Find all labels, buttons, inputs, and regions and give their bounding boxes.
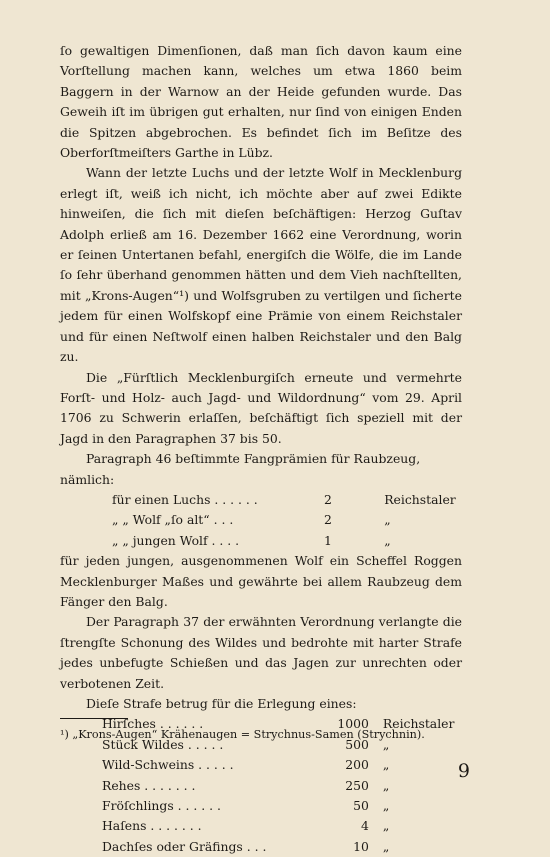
table-row — [60, 837, 462, 857]
paragraph-young-wolf: für jeden jungen, ausgenommenen Wolf ein Scheffel Roggen Mecklenburger Maßes und gewährte bei allem Raubzeug dem Fänger den Balg. — [60, 553, 462, 609]
penalty-unit: „ — [382, 736, 390, 752]
penalty-label: Rehes . . . . . . . — [102, 777, 196, 793]
table-row — [60, 776, 462, 796]
bounty-unit: „ — [384, 532, 391, 548]
penalty-label: Hirſches . . . . . . — [102, 716, 204, 732]
paragraph-bounty-intro: Paragraph 46 beſtimmte Fangprämien für Raubzeug, nämlich: — [60, 451, 421, 487]
footnote-divider — [60, 718, 128, 719]
penalty-unit: „ — [382, 838, 390, 854]
table-row — [60, 510, 462, 530]
table-row — [60, 755, 462, 775]
paragraph-penalty-intro: Dieſe Strafe betrug für die Erlegung eines: — [86, 695, 357, 711]
penalty-label: Dachſes oder Gräfings . . . — [102, 838, 267, 854]
bounty-amount: 2 — [323, 512, 332, 528]
penalty-amount: 200 — [345, 757, 369, 773]
penalty-unit: „ — [382, 777, 390, 793]
penalty-unit: „ — [382, 818, 390, 834]
paragraph-antler: ſo gewaltigen Dimenſionen, daß man ſich davon kaum eine Vorſtellung machen kann, welches um etwa 1860 beim Baggern in der Warnow an der Heide gefunden wurde. Das Geweih iſt im übrigen gut erhalten, nur ſind von einigen Enden die Spitzen abgebrochen. Es befindet ſich im Beſitze des Oberforſtmeiſters Garthe in Lübz. — [60, 43, 462, 161]
paragraph-wolf-edicts: Wann der letzte Luchs und der letzte Wolf in Mecklenburg erlegt iſt, weiß ich nicht, ich möchte aber auf zwei Edikte hinweiſen, die ſich mit dieſen beſchäftigen: Herzog Guſtav Adolph erließ am 16. Dezember 1662 eine Verordnung, worin er ſeinen Untertanen befahl, energiſch die Wölfe, die im Lande ſo ſehr überhand genommen hätten und dem Vieh nachſtellten, mit „Krons-Augen“¹) und Wolfsgruben zu vertilgen und ſicherte jedem für einen Wolfskopf eine Prämie von einem Reichstaler und für einen Neſtwolf einen halben Reichstaler und den Balg zu. — [60, 165, 462, 365]
penalty-unit: „ — [382, 757, 390, 773]
bounty-amount: 2 — [323, 491, 332, 507]
penalty-amount: 4 — [361, 818, 369, 834]
table-row — [60, 796, 462, 816]
penalty-amount: 500 — [345, 736, 369, 752]
bounty-label: „ „ jungen Wolf . . . . — [112, 532, 240, 548]
penalty-amount: 1000 — [337, 716, 369, 732]
bounty-table — [60, 490, 462, 551]
penalty-label: Haſens . . . . . . . — [102, 818, 202, 834]
table-row — [60, 816, 462, 836]
penalty-unit: „ — [382, 797, 390, 813]
bounty-unit: Reichstaler — [384, 491, 456, 507]
penalty-label: Stück Wildes . . . . . — [102, 736, 224, 752]
penalty-unit: Reichstaler — [382, 716, 455, 732]
table-row — [60, 490, 462, 510]
bounty-label: für einen Luchs . . . . . . — [112, 491, 258, 507]
penalty-label: Wild-Schweins . . . . . — [102, 757, 234, 773]
penalty-amount: 50 — [353, 797, 369, 813]
penalty-amount: 10 — [353, 838, 369, 854]
paragraph-protection: Der Paragraph 37 der erwähnten Verordnung verlangte die ſtrengſte Schonung des Wildes und bedrohte mit harter Strafe jedes unbefugte Schießen und das Jagen zur unrechten oder verbotenen Zeit. — [60, 614, 462, 691]
page-number: 9 — [457, 760, 470, 782]
penalty-label: Fröſchlings . . . . . . — [102, 797, 221, 813]
footnote: ¹) „Krons-Augen“ Krähenaugen = Strychnus-Samen (Strychnin). — [60, 728, 425, 741]
bounty-label: „ „ Wolf „ſo alt“ . . . — [112, 512, 234, 528]
penalty-amount: 250 — [345, 777, 369, 793]
table-row — [60, 531, 462, 551]
paragraph-forest-ordinance: Die „Fürſtlich Mecklenburgiſch erneute und vermehrte Forſt- und Holz- auch Jagd- und Wildordnung“ vom 29. April 1706 zu Schwerin erlaſſen, beſchäftigt ſich speziell mit der Jagd in den Paragraphen 37 bis 50. — [60, 369, 462, 446]
bounty-unit: „ — [384, 512, 391, 528]
bounty-amount: 1 — [323, 532, 332, 548]
